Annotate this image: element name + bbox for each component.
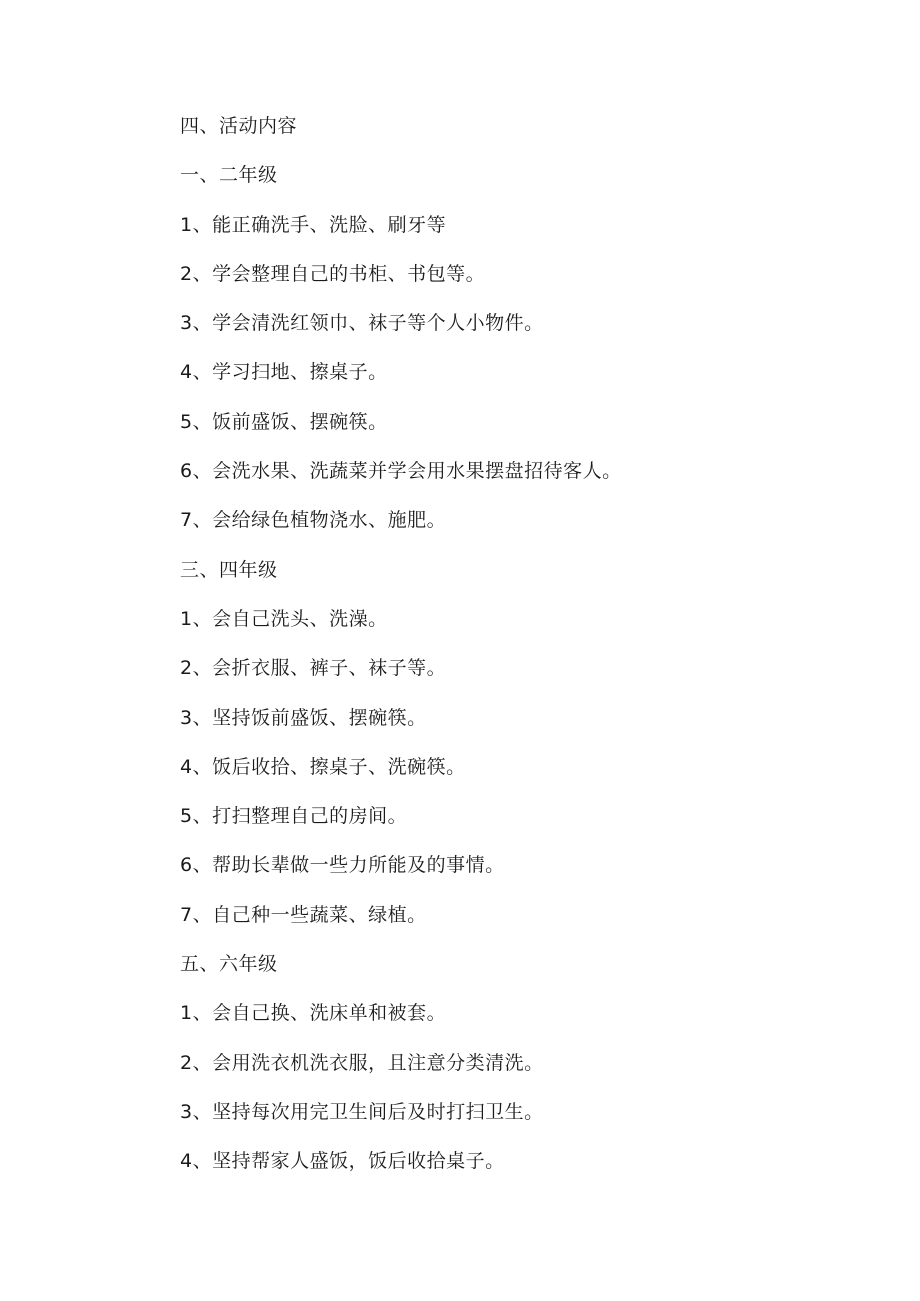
list-item: 5、打扫整理自己的房间。 [180, 805, 408, 828]
list-item: 3、学会清洗红领巾、袜子等个人小物件。 [180, 312, 544, 335]
list-item: 2、会折衣服、裤子、袜子等。 [180, 657, 447, 680]
list-item: 2、学会整理自己的书柜、书包等。 [180, 262, 486, 285]
list-item: 3、坚持每次用完卫生间后及时打扫卫生。 [180, 1100, 544, 1123]
list-item: 7、自己种一些蔬菜、绿植。 [180, 903, 427, 926]
list-item: 4、饭后收拾、擦桌子、洗碗筷。 [180, 755, 466, 778]
grade-heading: 一、二年级 [180, 164, 278, 187]
list-item: 6、帮助长辈做一些力所能及的事情。 [180, 854, 505, 877]
grade-heading: 三、四年级 [180, 558, 278, 581]
list-item: 3、坚持饭前盛饭、摆碗筷。 [180, 706, 427, 729]
list-item: 1、能正确洗手、洗脸、刷牙等 [180, 213, 447, 236]
section-heading: 四、活动内容 [180, 115, 298, 137]
document-content [180, 110, 860, 1195]
list-item: 6、会洗水果、洗蔬菜并学会用水果摆盘招待客人。 [180, 460, 622, 483]
list-item: 5、饭前盛饭、摆碗筷。 [180, 410, 388, 433]
list-item: 7、会给绿色植物浇水、施肥。 [180, 509, 447, 532]
list-item: 1、会自己洗头、洗澡。 [180, 607, 388, 630]
list-item: 1、会自己换、洗床单和被套。 [180, 1002, 447, 1025]
list-item: 4、坚持帮家人盛饭，饭后收拾桌子。 [180, 1150, 505, 1173]
list-item: 4、学习扫地、擦桌子。 [180, 361, 388, 384]
grade-heading: 五、六年级 [180, 953, 278, 976]
list-item: 2、会用洗衣机洗衣服，且注意分类清洗。 [180, 1051, 544, 1074]
